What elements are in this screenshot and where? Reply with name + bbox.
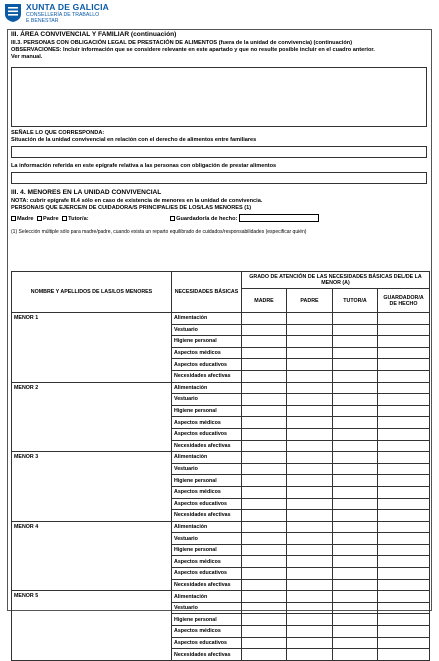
- cell-tutor[interactable]: [333, 614, 378, 626]
- cell-padre[interactable]: [287, 463, 333, 475]
- col-padre-header: PADRE: [287, 289, 333, 313]
- cell-madre[interactable]: [242, 544, 287, 556]
- cell-guardador[interactable]: [378, 336, 430, 348]
- cell-madre[interactable]: [242, 486, 287, 498]
- col-guardador-header: GUARDADOR/A DE HECHO: [378, 289, 430, 313]
- cell-guardador[interactable]: [378, 626, 430, 638]
- need-label: Alimentación: [172, 591, 242, 603]
- cell-guardador[interactable]: [378, 556, 430, 568]
- cell-padre[interactable]: [287, 452, 333, 464]
- cell-guardador[interactable]: [378, 324, 430, 336]
- cell-padre[interactable]: [287, 336, 333, 348]
- cell-padre[interactable]: [287, 568, 333, 580]
- cell-guardador[interactable]: [378, 405, 430, 417]
- cell-tutor[interactable]: [333, 556, 378, 568]
- cell-tutor[interactable]: [333, 649, 378, 661]
- cell-padre[interactable]: [287, 556, 333, 568]
- cell-padre[interactable]: [287, 637, 333, 649]
- cell-tutor[interactable]: [333, 359, 378, 371]
- need-label: Aspectos educativos: [172, 498, 242, 510]
- table-row: [12, 591, 430, 603]
- table-row: [12, 382, 430, 394]
- cell-tutor[interactable]: [333, 370, 378, 382]
- xunta-logo-icon: [4, 3, 22, 23]
- cell-tutor[interactable]: [333, 579, 378, 591]
- tutor-checkbox[interactable]: [62, 216, 67, 221]
- cell-tutor[interactable]: [333, 533, 378, 545]
- need-label: Aspectos médicos: [172, 417, 242, 429]
- guardador-checkbox[interactable]: [170, 216, 175, 221]
- cell-guardador[interactable]: [378, 614, 430, 626]
- cell-madre[interactable]: [242, 556, 287, 568]
- need-label: Higiene personal: [172, 614, 242, 626]
- cell-tutor[interactable]: [333, 498, 378, 510]
- cell-tutor[interactable]: [333, 336, 378, 348]
- cell-tutor[interactable]: [333, 568, 378, 580]
- need-label: Alimentación: [172, 452, 242, 464]
- need-label: Aspectos médicos: [172, 486, 242, 498]
- table-row: [12, 452, 430, 464]
- cell-padre[interactable]: [287, 428, 333, 440]
- padre-option[interactable]: Padre: [37, 216, 59, 222]
- need-label: Higiene personal: [172, 336, 242, 348]
- cell-tutor[interactable]: [333, 347, 378, 359]
- nota-label: NOTA: cubrir epígrafe III.4 sólo en caso de existencia de menores en la unidad de convivencia.: [11, 198, 263, 204]
- need-label: Vestuario: [172, 324, 242, 336]
- cell-madre[interactable]: [242, 568, 287, 580]
- minor-label: MENOR 3: [12, 452, 172, 522]
- minor-label: MENOR 5: [12, 591, 172, 661]
- cell-madre[interactable]: [242, 614, 287, 626]
- cell-tutor[interactable]: [333, 602, 378, 614]
- cell-madre[interactable]: [242, 452, 287, 464]
- cell-guardador[interactable]: [378, 428, 430, 440]
- need-label: Vestuario: [172, 394, 242, 406]
- table-row: [12, 521, 430, 533]
- cell-padre[interactable]: [287, 602, 333, 614]
- cell-guardador[interactable]: [378, 463, 430, 475]
- header: [4, 3, 109, 27]
- cell-guardador[interactable]: [378, 394, 430, 406]
- observaciones-textarea[interactable]: [11, 67, 427, 127]
- cell-padre[interactable]: [287, 475, 333, 487]
- madre-option[interactable]: Madre: [11, 216, 33, 222]
- need-label: Necesidades afectivas: [172, 510, 242, 522]
- cell-madre[interactable]: [242, 463, 287, 475]
- cell-padre[interactable]: [287, 382, 333, 394]
- cell-tutor[interactable]: [333, 452, 378, 464]
- cell-padre[interactable]: [287, 521, 333, 533]
- cell-padre[interactable]: [287, 324, 333, 336]
- cell-madre[interactable]: [242, 359, 287, 371]
- senale-label: SEÑALE LO QUE CORRESPONDA:: [11, 130, 105, 136]
- cell-guardador[interactable]: [378, 521, 430, 533]
- cell-guardador[interactable]: [378, 313, 430, 325]
- need-label: Aspectos educativos: [172, 568, 242, 580]
- need-label: Aspectos médicos: [172, 347, 242, 359]
- need-label: Higiene personal: [172, 544, 242, 556]
- cell-tutor[interactable]: [333, 544, 378, 556]
- need-label: Aspectos educativos: [172, 428, 242, 440]
- cell-madre[interactable]: [242, 498, 287, 510]
- cell-tutor[interactable]: [333, 510, 378, 522]
- cell-guardador[interactable]: [378, 568, 430, 580]
- need-label: Aspectos educativos: [172, 637, 242, 649]
- cell-padre[interactable]: [287, 405, 333, 417]
- col-group-header: GRADO DE ATENCIÓN DE LAS NECESIDADES BÁSICAS DEL/DE LA MENOR (A): [242, 272, 430, 289]
- tutor-option[interactable]: Tutor/a:: [62, 216, 88, 222]
- need-label: Aspectos médicos: [172, 626, 242, 638]
- cell-guardador[interactable]: [378, 417, 430, 429]
- cell-padre[interactable]: [287, 359, 333, 371]
- cell-guardador[interactable]: [378, 347, 430, 359]
- cell-madre[interactable]: [242, 510, 287, 522]
- cell-guardador[interactable]: [378, 440, 430, 452]
- cell-tutor[interactable]: [333, 428, 378, 440]
- cell-guardador[interactable]: [378, 359, 430, 371]
- col-madre-header: MADRE: [242, 289, 287, 313]
- need-label: Necesidades afectivas: [172, 370, 242, 382]
- cell-guardador[interactable]: [378, 498, 430, 510]
- cell-madre[interactable]: [242, 591, 287, 603]
- cell-madre[interactable]: [242, 417, 287, 429]
- table-row: [12, 313, 430, 325]
- col-tutor-header: TUTOR/A: [333, 289, 378, 313]
- observaciones-label: OBSERVACIONES: Incluir información que se considere relevante en este apartado y que no resulte posible incluir en el cuadro anterior.: [11, 47, 375, 53]
- cell-tutor[interactable]: [333, 626, 378, 638]
- need-label: Alimentación: [172, 382, 242, 394]
- need-label: Aspectos médicos: [172, 556, 242, 568]
- guardador-input[interactable]: [239, 214, 319, 222]
- cell-padre[interactable]: [287, 649, 333, 661]
- cell-guardador[interactable]: [378, 382, 430, 394]
- cell-tutor[interactable]: [333, 394, 378, 406]
- cell-padre[interactable]: [287, 614, 333, 626]
- org-name: XUNTA DE GALICIA: [26, 2, 110, 12]
- cell-tutor[interactable]: [333, 417, 378, 429]
- cell-guardador[interactable]: [378, 486, 430, 498]
- cell-madre[interactable]: [242, 649, 287, 661]
- cell-madre[interactable]: [242, 475, 287, 487]
- cell-tutor[interactable]: [333, 486, 378, 498]
- department-line-2: E BENESTAR: [26, 18, 59, 24]
- cell-guardador[interactable]: [378, 370, 430, 382]
- guardador-option[interactable]: Guardador/a de hecho:: [170, 216, 319, 222]
- cell-tutor[interactable]: [333, 463, 378, 475]
- cell-tutor[interactable]: [333, 440, 378, 452]
- subsection-3-4-title: III. 4. MENORES EN LA UNIDAD CONVIVENCIAL: [11, 189, 162, 196]
- cell-madre[interactable]: [242, 324, 287, 336]
- cell-guardador[interactable]: [378, 533, 430, 545]
- cell-padre[interactable]: [287, 510, 333, 522]
- cell-tutor[interactable]: [333, 521, 378, 533]
- need-label: Vestuario: [172, 533, 242, 545]
- need-label: Necesidades afectivas: [172, 440, 242, 452]
- informacion-field[interactable]: [11, 172, 427, 184]
- cell-guardador[interactable]: [378, 637, 430, 649]
- need-label: Aspectos educativos: [172, 359, 242, 371]
- cell-tutor[interactable]: [333, 405, 378, 417]
- cell-padre[interactable]: [287, 440, 333, 452]
- cell-madre[interactable]: [242, 370, 287, 382]
- cell-guardador[interactable]: [378, 452, 430, 464]
- minor-label: MENOR 1: [12, 313, 172, 383]
- cell-madre[interactable]: [242, 428, 287, 440]
- cell-guardador[interactable]: [378, 649, 430, 661]
- cell-madre[interactable]: [242, 382, 287, 394]
- cell-tutor[interactable]: [333, 382, 378, 394]
- cell-guardador[interactable]: [378, 602, 430, 614]
- cell-guardador[interactable]: [378, 475, 430, 487]
- cell-madre[interactable]: [242, 637, 287, 649]
- cell-madre[interactable]: [242, 394, 287, 406]
- cell-madre[interactable]: [242, 602, 287, 614]
- subsection-3-3-title: III.3. PERSONAS CON OBLIGACIÓN LEGAL DE PRESTACIÓN DE ALIMENTOS (fuera de la unidad de convivencia) (continuación): [11, 40, 353, 46]
- minor-label: MENOR 4: [12, 521, 172, 591]
- cell-madre[interactable]: [242, 626, 287, 638]
- cell-padre[interactable]: [287, 533, 333, 545]
- persona-label: PERSONA/S QUE EJERCE/N DE CUIDADORA/S PRINCIPAL/ES DE LOS/LAS MENORES (1): [11, 205, 252, 211]
- section-title: III. ÁREA CONVIVENCIAL Y FAMILIAR (continuación): [11, 31, 177, 38]
- department-line-1: CONSELLERÍA DE TRABALLO: [26, 12, 100, 18]
- cell-tutor[interactable]: [333, 475, 378, 487]
- col-needs-header: NECESIDADES BÁSICAS: [172, 272, 242, 313]
- situacion-label: Situación de la unidad convivencial en relación con el derecho de alimentos entre familiares: [11, 137, 257, 143]
- cell-tutor[interactable]: [333, 637, 378, 649]
- col-name-header: NOMBRE Y APELLIDOS DE LAS/LOS MENORES: [12, 272, 172, 313]
- cell-tutor[interactable]: [333, 591, 378, 603]
- cell-madre[interactable]: [242, 347, 287, 359]
- cell-padre[interactable]: [287, 486, 333, 498]
- form-frame: [7, 29, 432, 658]
- cell-guardador[interactable]: [378, 579, 430, 591]
- cell-guardador[interactable]: [378, 591, 430, 603]
- need-label: Alimentación: [172, 521, 242, 533]
- ver-manual-label: Ver manual.: [11, 54, 43, 60]
- cell-padre[interactable]: [287, 591, 333, 603]
- need-label: Vestuario: [172, 602, 242, 614]
- cell-madre[interactable]: [242, 405, 287, 417]
- cell-padre[interactable]: [287, 347, 333, 359]
- cell-madre[interactable]: [242, 336, 287, 348]
- need-label: Necesidades afectivas: [172, 649, 242, 661]
- cell-padre[interactable]: [287, 417, 333, 429]
- cell-padre[interactable]: [287, 394, 333, 406]
- need-label: Higiene personal: [172, 475, 242, 487]
- cell-madre[interactable]: [242, 440, 287, 452]
- minor-label: MENOR 2: [12, 382, 172, 452]
- informacion-label: La información referida en este epígrafe relativa a las personas con obligación de prestar alimentos: [11, 163, 277, 169]
- padre-checkbox[interactable]: [37, 216, 42, 221]
- cell-padre[interactable]: [287, 498, 333, 510]
- cell-tutor[interactable]: [333, 324, 378, 336]
- need-label: Higiene personal: [172, 405, 242, 417]
- cell-tutor[interactable]: [333, 313, 378, 325]
- minors-table: [11, 271, 430, 661]
- caregiver-options: [11, 214, 319, 223]
- cell-padre[interactable]: [287, 313, 333, 325]
- cell-madre[interactable]: [242, 521, 287, 533]
- cell-padre[interactable]: [287, 544, 333, 556]
- need-label: Necesidades afectivas: [172, 579, 242, 591]
- footnote: (1) Selección múltiple sólo para madre/padre, cuando exista un reparto equilibrado de cuidados/responsabilidades (especificar quién): [11, 229, 307, 235]
- cell-padre[interactable]: [287, 626, 333, 638]
- cell-padre[interactable]: [287, 579, 333, 591]
- need-label: Vestuario: [172, 463, 242, 475]
- cell-madre[interactable]: [242, 533, 287, 545]
- madre-checkbox[interactable]: [11, 216, 16, 221]
- cell-madre[interactable]: [242, 313, 287, 325]
- need-label: Alimentación: [172, 313, 242, 325]
- cell-padre[interactable]: [287, 370, 333, 382]
- cell-guardador[interactable]: [378, 544, 430, 556]
- cell-madre[interactable]: [242, 579, 287, 591]
- situacion-field[interactable]: [11, 146, 427, 158]
- cell-guardador[interactable]: [378, 510, 430, 522]
